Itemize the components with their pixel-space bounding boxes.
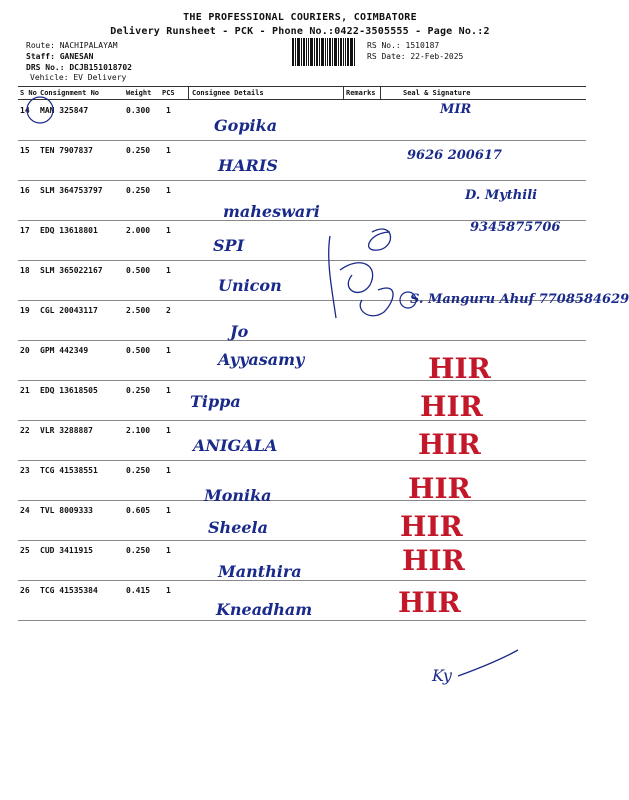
consignee-signature: Kneadham	[216, 600, 313, 619]
table-header	[18, 86, 586, 100]
table-row	[18, 420, 586, 461]
consignee-signature: Unicon	[218, 276, 282, 295]
table-row	[18, 100, 586, 141]
row-sno: 17	[20, 226, 30, 235]
seal-signature: 9626 200617	[407, 148, 502, 163]
col-weight: Weight	[126, 89, 152, 97]
row-consignment-no: TCG 41535384	[40, 586, 98, 595]
row-weight: 0.500	[126, 346, 151, 355]
footer-handwritten-mark: Ky	[432, 666, 452, 685]
row-pcs: 1	[166, 186, 171, 195]
consignee-signature: Jo	[230, 322, 249, 341]
row-pcs: 1	[166, 346, 171, 355]
staff-label: Staff: GANESAN	[26, 52, 94, 61]
consignee-signature: Manthira	[218, 562, 302, 581]
rs-number: RS No.: 1510187	[367, 41, 440, 50]
row-consignment-no: CGL 20043117	[40, 306, 98, 315]
col-remarks: Remarks	[346, 89, 376, 97]
table-row	[18, 140, 586, 181]
vehicle-label: Vehicle: EV Delivery	[30, 73, 127, 82]
table-row	[18, 580, 586, 621]
row-pcs: 1	[166, 386, 171, 395]
row-weight: 0.250	[126, 386, 151, 395]
row-consignment-no: GPM 442349	[40, 346, 89, 355]
row-pcs: 1	[166, 146, 171, 155]
consignee-signature: Monika	[204, 486, 272, 505]
row-weight: 2.000	[126, 226, 151, 235]
consignee-signature: ANIGALA	[193, 436, 278, 455]
col-seal: Seal & Signature	[403, 89, 471, 97]
row-sno: 23	[20, 466, 30, 475]
row-pcs: 1	[166, 546, 171, 555]
seal-signature: HIR	[402, 544, 465, 577]
row-weight: 0.250	[126, 146, 151, 155]
col-pcs: PCS	[162, 89, 175, 97]
row-consignment-no: EDQ 13618505	[40, 386, 98, 395]
header-divider	[188, 87, 189, 99]
row-consignment-no: TEN 7907837	[40, 146, 93, 155]
table-row	[18, 292, 629, 341]
table-row	[18, 340, 586, 385]
route-label: Route: NACHIPALAYAM	[26, 41, 118, 50]
row-pcs: 1	[166, 106, 171, 115]
consignee-signature: SPI	[213, 236, 245, 255]
table-row	[18, 220, 586, 261]
page-title: THE PROFESSIONAL COURIERS, COIMBATORE	[183, 12, 417, 23]
consignee-signature: HARIS	[218, 156, 278, 175]
barcode	[292, 38, 358, 66]
row-consignment-no: CUD 3411915	[40, 546, 93, 555]
row-sno: 14	[20, 106, 30, 115]
rs-info	[367, 40, 463, 62]
row-weight: 0.605	[126, 506, 151, 515]
consignee-signature: Ayyasamy	[218, 350, 305, 369]
row-consignment-no: MAN 325847	[40, 106, 89, 115]
seal-signature: HIR	[428, 352, 491, 385]
seal-signature: HIR	[398, 586, 461, 619]
col-consignment: Consignment No	[40, 89, 100, 97]
row-consignment-no: VLR 3288887	[40, 426, 93, 435]
row-sno: 25	[20, 546, 30, 555]
drs-label: DRS No.: DCJB151018702	[26, 63, 132, 72]
row-consignment-no: EDQ 13618801	[40, 226, 98, 235]
page-subtitle: Delivery Runsheet - PCK - Phone No.:0422-3505555 - Page No.:2	[110, 26, 490, 37]
row-weight: 0.250	[126, 186, 151, 195]
consignee-signature: maheswari	[223, 202, 320, 221]
row-sno: 15	[20, 146, 30, 155]
row-weight: 0.415	[126, 586, 151, 595]
row-consignment-no: SLM 365022167	[40, 266, 103, 275]
seal-signature: D. Mythili	[465, 188, 538, 203]
row-sno: 16	[20, 186, 30, 195]
row-pcs: 1	[166, 426, 171, 435]
table-row	[18, 180, 586, 221]
row-sno: 22	[20, 426, 30, 435]
row-sno: 18	[20, 266, 30, 275]
header-divider	[343, 87, 344, 99]
row-pcs: 1	[166, 586, 171, 595]
seal-signature: 9345875706	[470, 220, 561, 235]
row-sno: 21	[20, 386, 30, 395]
seal-signature: S. Manguru Ahuf 7708584629	[410, 292, 629, 307]
row-pcs: 1	[166, 266, 171, 275]
row-weight: 2.100	[126, 426, 151, 435]
row-weight: 0.250	[126, 466, 151, 475]
consignee-signature: Sheela	[208, 518, 268, 537]
seal-signature: HIR	[408, 472, 471, 505]
table-row	[18, 500, 586, 541]
row-consignment-no: SLM 364753797	[40, 186, 103, 195]
row-pcs: 1	[166, 506, 171, 515]
row-pcs: 2	[166, 306, 171, 315]
col-consignee: Consignee Details	[192, 89, 264, 97]
table-row	[18, 540, 586, 581]
table-row	[18, 460, 586, 505]
rs-date: RS Date: 22-Feb-2025	[367, 52, 464, 61]
consignee-signature: Gopika	[214, 116, 278, 135]
seal-signature: HIR	[400, 510, 463, 543]
seal-signature: HIR	[418, 428, 481, 461]
seal-signature: MIR	[440, 102, 472, 117]
row-sno: 19	[20, 306, 30, 315]
row-sno: 26	[20, 586, 30, 595]
row-consignment-no: TVL 8009333	[40, 506, 93, 515]
row-weight: 0.250	[126, 546, 151, 555]
row-pcs: 1	[166, 466, 171, 475]
scribble-mark-icon	[458, 650, 518, 676]
table-row	[18, 380, 586, 421]
row-consignment-no: TCG 41538551	[40, 466, 98, 475]
row-weight: 0.300	[126, 106, 151, 115]
col-sno: S No	[20, 89, 37, 97]
consignee-signature: Tippa	[190, 392, 241, 411]
row-pcs: 1	[166, 226, 171, 235]
row-weight: 0.500	[126, 266, 151, 275]
seal-signature: HIR	[420, 390, 483, 423]
row-sno: 20	[20, 346, 30, 355]
row-weight: 2.500	[126, 306, 151, 315]
row-sno: 24	[20, 506, 30, 515]
header-divider	[380, 87, 381, 99]
